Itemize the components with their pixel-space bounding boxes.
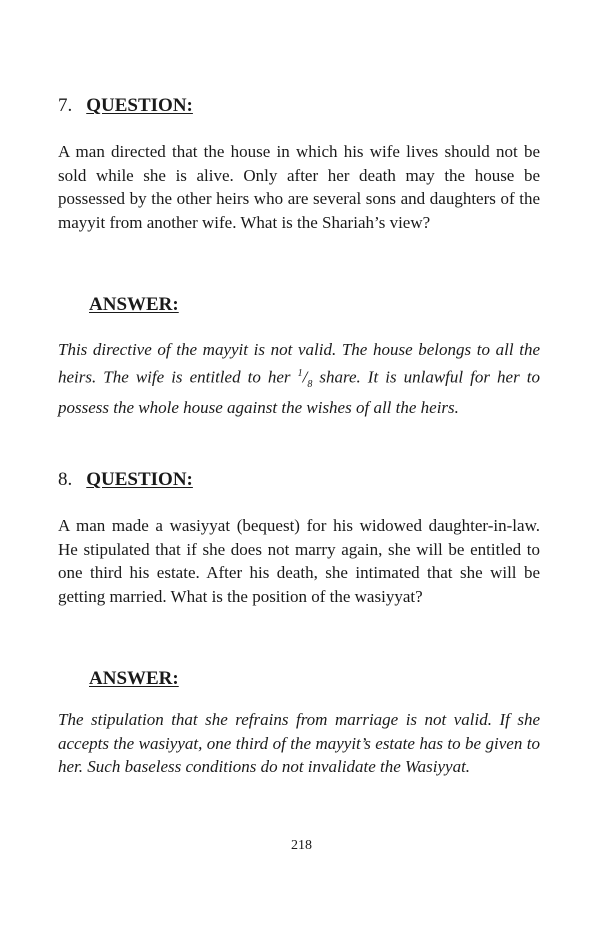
fraction-slash: / xyxy=(302,367,308,387)
fraction-denominator: 8 xyxy=(307,378,313,390)
page-number: 218 xyxy=(291,838,312,853)
question-7-number: 7. xyxy=(58,95,73,116)
question-8-number: 8. xyxy=(58,469,73,490)
answer-8-text: The stipulation that she refrains from marriage is not valid. If she accepts the wasiyyat, one third of the mayyit’s estate has to be given to her. Such baseless conditions do not invalidate the Wasiyyat. xyxy=(58,710,540,776)
answer-7-label: ANSWER: xyxy=(89,294,179,315)
answer-7-text xyxy=(58,338,540,420)
question-7-heading xyxy=(58,94,193,118)
question-7-text: A man directed that the house in which his wife lives should not be sold while she is alive. Only after her death may the house be possessed by the other heirs who are several sons and daughters of the mayyit from another wife. What is the Shariah’s view? xyxy=(58,142,540,232)
question-7-label: QUESTION: xyxy=(86,95,193,116)
answer-8-label: ANSWER: xyxy=(89,668,179,689)
question-8-text: A man made a wasiyyat (bequest) for his widowed daughter-in-law. He stipulated that if she does not marry again, she will be entitled to one third his estate. After his death, she intimated that she will be getting married. What is the position of the wasiyyat? xyxy=(58,516,540,606)
question-8-heading xyxy=(58,468,193,492)
answer-7-text-part-2: share. It is unlawful for her to possess the whole house against the wishes of all the heirs. xyxy=(58,367,540,418)
answer-7-text-part-1: This directive of the mayyit is not valid. The house belongs to all the heirs. The wife is entitled to her xyxy=(58,340,540,387)
question-8-label: QUESTION: xyxy=(86,469,193,490)
fraction-numerator: 1 xyxy=(297,367,303,379)
